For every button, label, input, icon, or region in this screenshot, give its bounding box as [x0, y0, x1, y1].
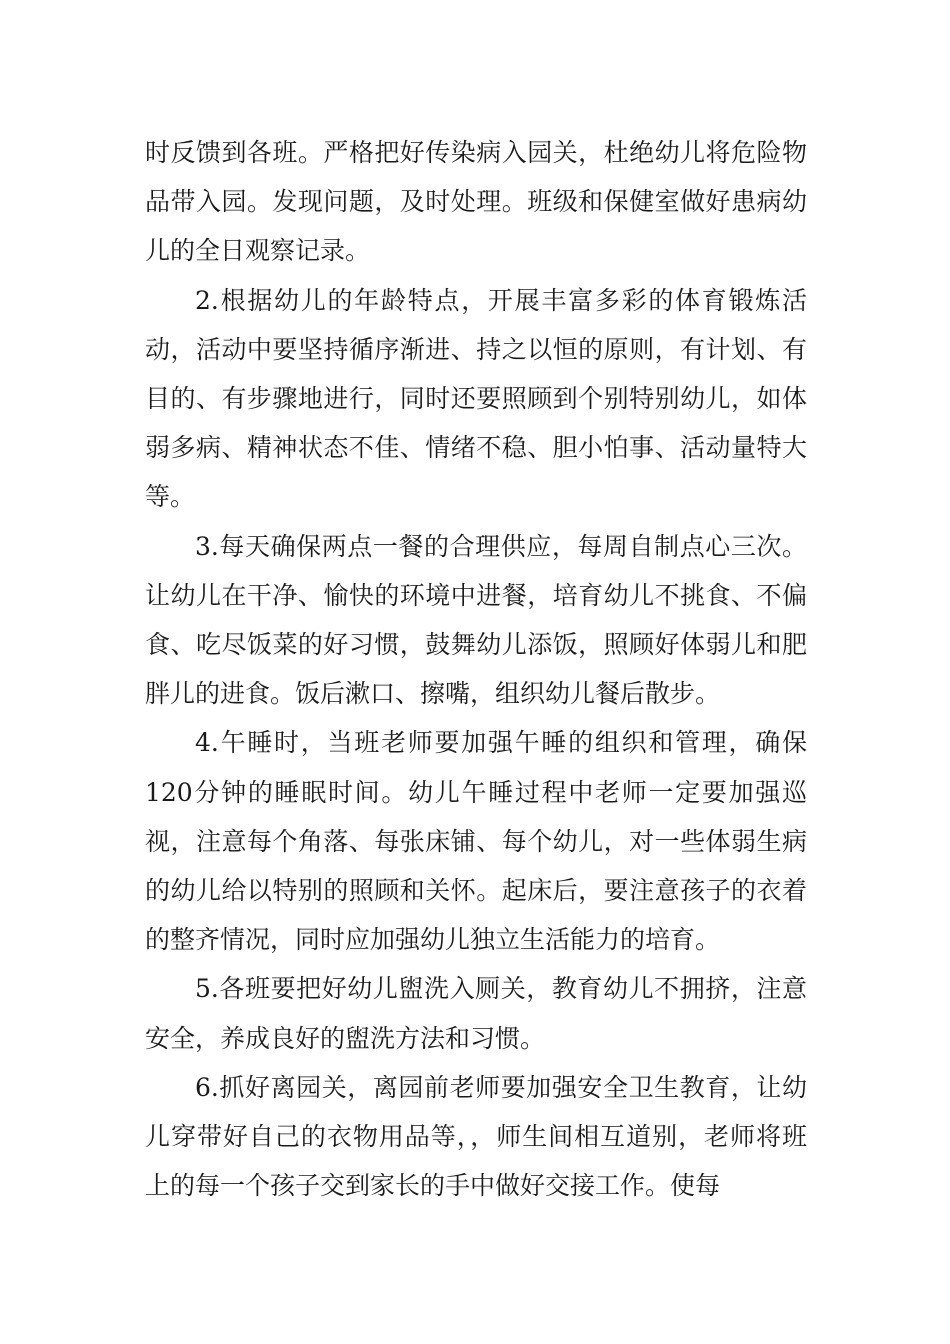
document-body	[145, 128, 807, 1210]
paragraph-item-3: 3.每天确保两点一餐的合理供应，每周自制点心三次。让幼儿在干净、愉快的环境中进餐，培育幼儿不挑食、不偏食、吃尽饭菜的好习惯，鼓舞幼儿添饭，照顾好体弱儿和肥胖儿的进食。饭后漱口、擦嘴，组织幼儿餐后散步。	[145, 531, 807, 709]
paragraph-item-5: 5.各班要把好幼儿盥洗入厕关，教育幼儿不拥挤，注意安全，养成良好的盥洗方法和习惯。	[145, 974, 807, 1053]
paragraph-item-6: 6.抓好离园关，离园前老师要加强安全卫生教育，让幼儿穿带好自己的衣物用品等，，师生间相互道别，老师将班上的每一个孩子交到家长的手中做好交接工作。使每	[145, 1072, 807, 1201]
paragraph-continuation: 时反馈到各班。严格把好传染病入园关，杜绝幼儿将危险物品带入园。发现问题，及时处理。班级和保健室做好患病幼儿的全日观察记录。	[145, 138, 807, 266]
paragraph-item-4: 4.午睡时，当班老师要加强午睡的组织和管理，确保120分钟的睡眠时间。幼儿午睡过程中老师一定要加强巡视，注意每个角落、每张床铺、每个幼儿，对一些体弱生病的幼儿给以特别的照顾和关怀。起床后，要注意孩子的衣着的整齐情况，同时应加强幼儿独立生活能力的培育。	[145, 728, 807, 955]
paragraph-item-2: 2.根据幼儿的年龄特点，开展丰富多彩的体育锻炼活动，活动中要坚持循序渐进、持之以恒的原则，有计划、有目的、有步骤地进行，同时还要照顾到个别特别幼儿，如体弱多病、精神状态不佳、情绪不稳、胆小怕事、活动量特大等。	[145, 285, 807, 512]
